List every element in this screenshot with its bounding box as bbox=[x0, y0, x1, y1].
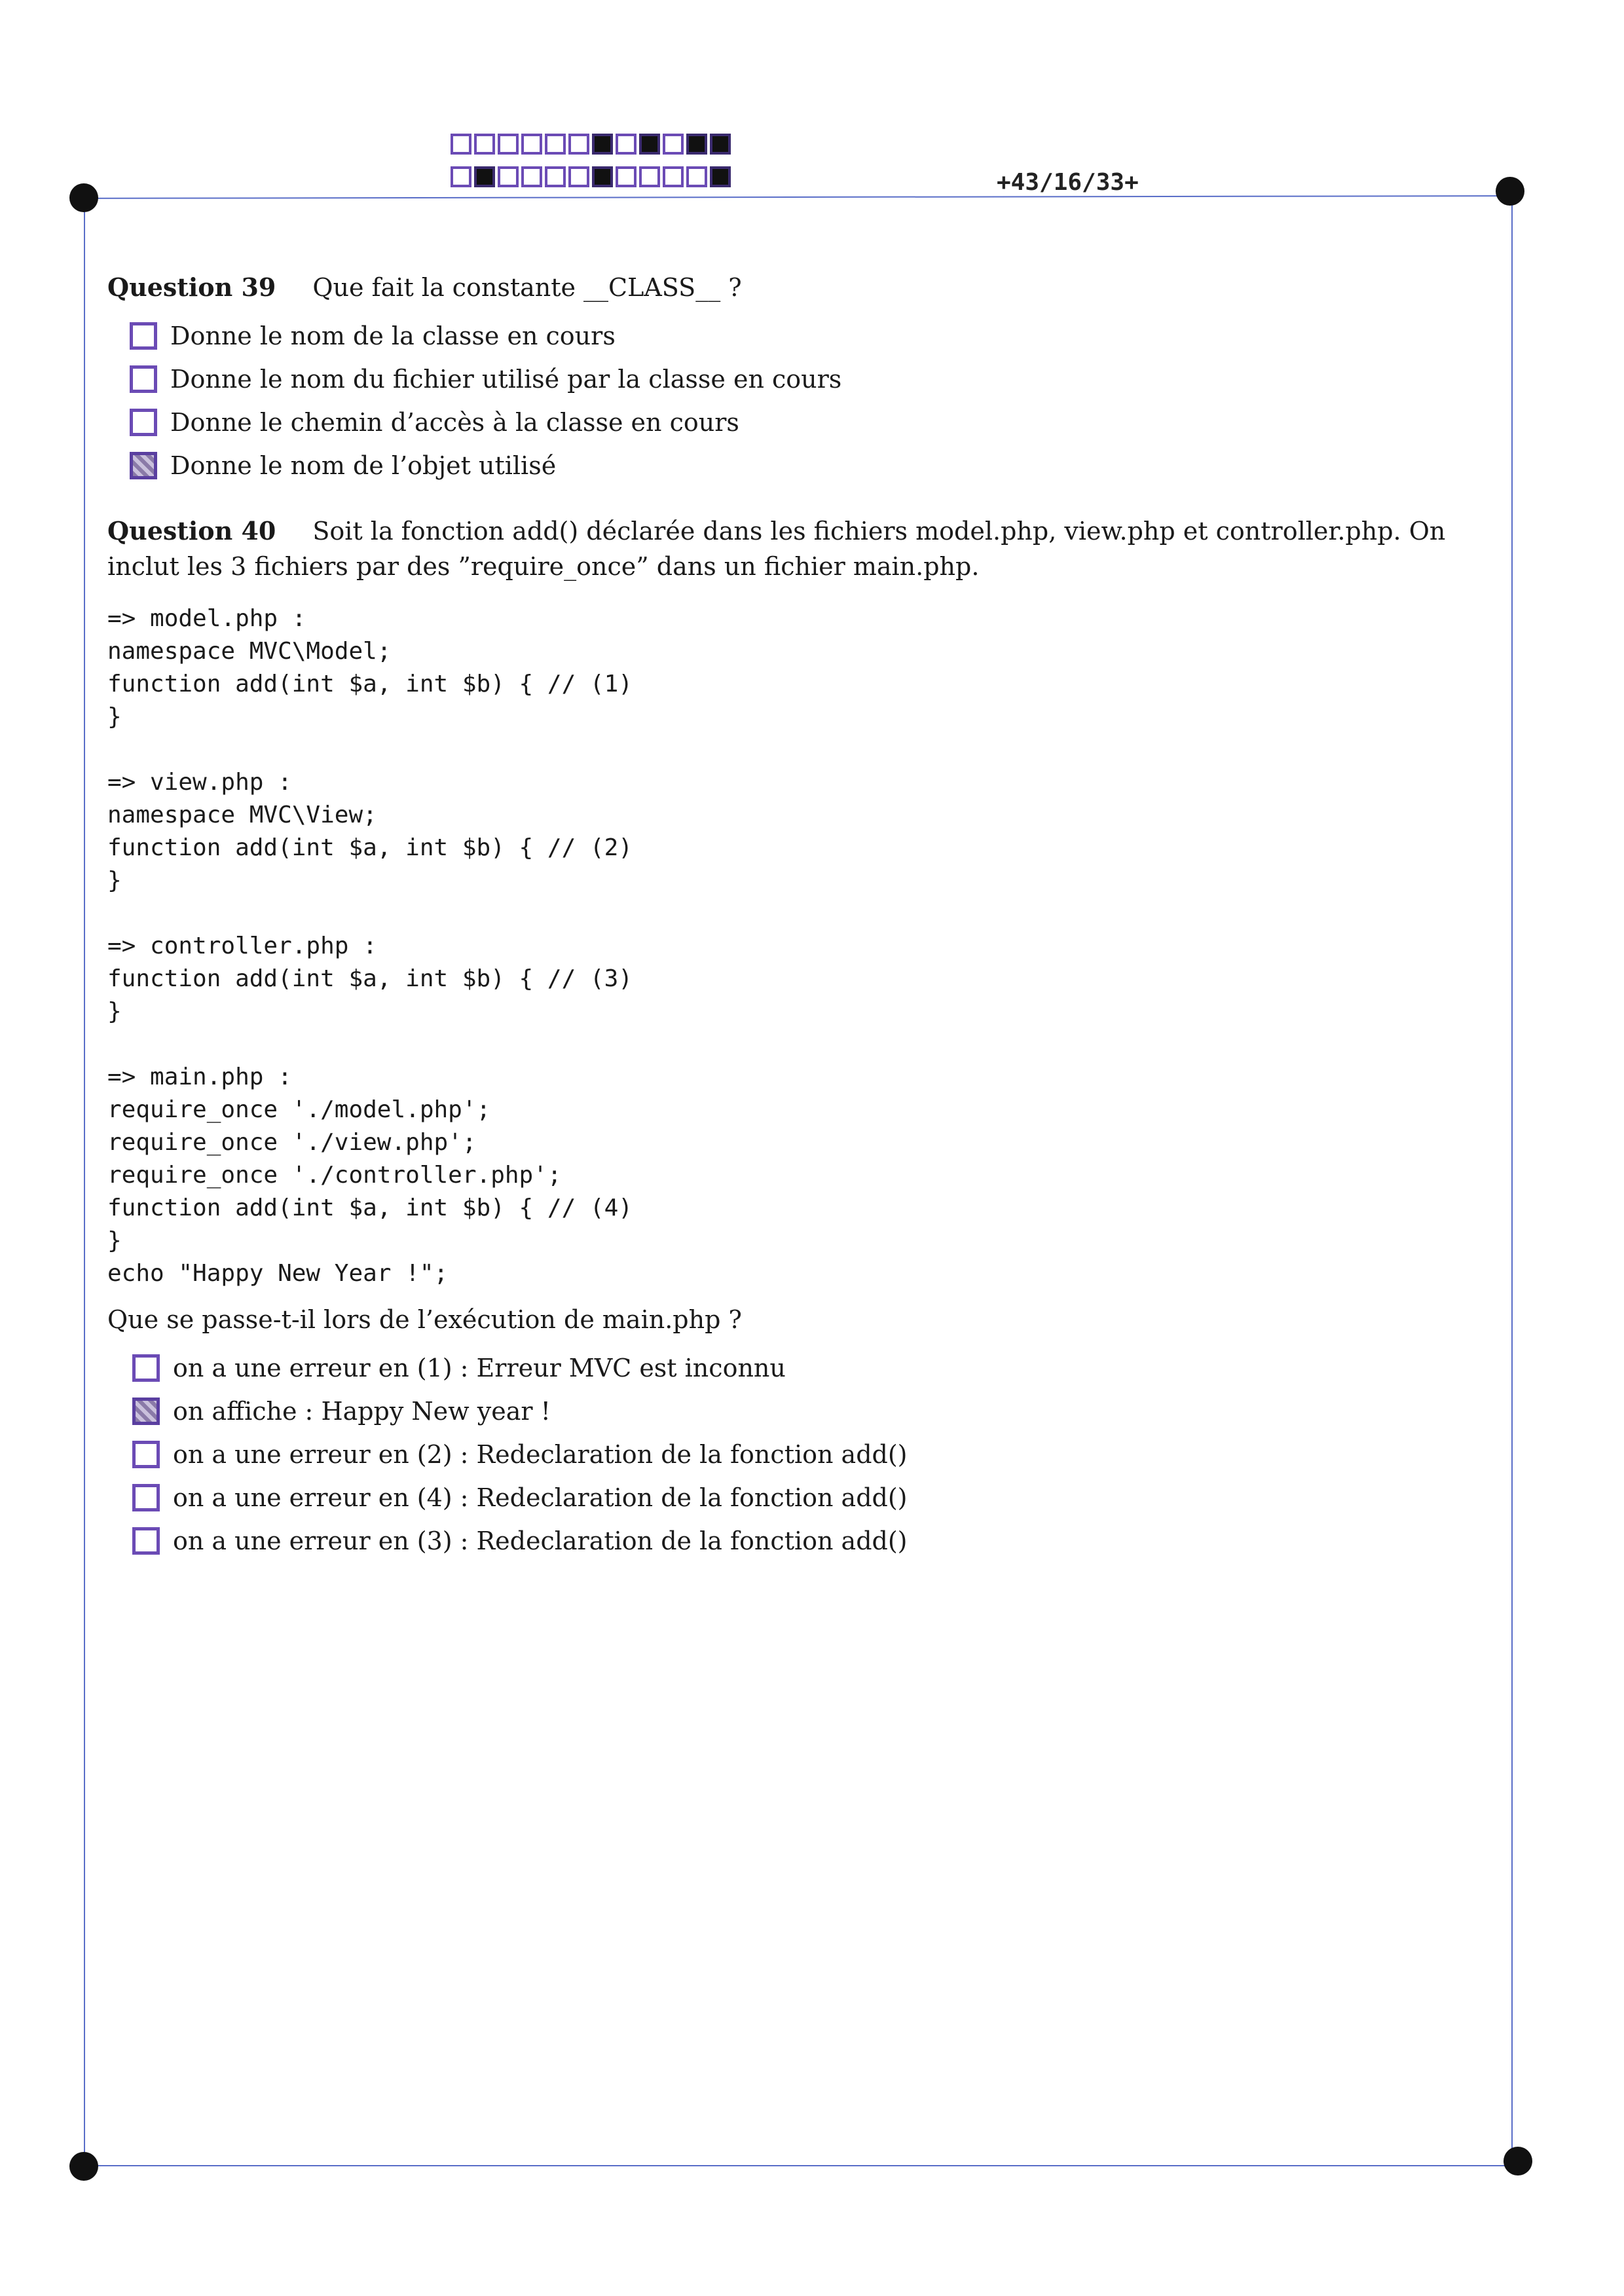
code-line: function add(int $a, int $b) { // (4) bbox=[107, 1194, 633, 1221]
code-listing bbox=[107, 602, 1496, 1290]
frame-bottom-line bbox=[84, 2165, 1518, 2166]
answer-label: Donne le chemin d’accès à la classe en cours bbox=[170, 408, 739, 437]
code-line: => model.php : bbox=[107, 605, 306, 632]
barcode-cell bbox=[592, 134, 613, 155]
barcode-cell bbox=[710, 166, 731, 187]
corner-mark-top-left bbox=[69, 183, 98, 212]
code-line: require_once './controller.php'; bbox=[107, 1162, 562, 1189]
code-line: } bbox=[107, 1227, 122, 1254]
barcode-row-1 bbox=[451, 134, 731, 155]
barcode-cell bbox=[616, 166, 637, 187]
code-line: => controller.php : bbox=[107, 933, 377, 959]
barcode-cell bbox=[686, 166, 707, 187]
code-line: function add(int $a, int $b) { // (3) bbox=[107, 965, 633, 992]
exam-content bbox=[107, 270, 1496, 1563]
barcode-cell bbox=[616, 134, 637, 155]
barcode-cell bbox=[545, 166, 566, 187]
answer-option[interactable] bbox=[130, 314, 1496, 358]
barcode-cell bbox=[710, 134, 731, 155]
code-line: } bbox=[107, 998, 122, 1025]
corner-mark-bottom-left bbox=[69, 2152, 98, 2181]
barcode-cell bbox=[568, 134, 589, 155]
code-line: namespace MVC\Model; bbox=[107, 638, 392, 665]
barcode-row-2 bbox=[451, 166, 731, 187]
barcode-cell bbox=[451, 166, 471, 187]
barcode-cell bbox=[474, 166, 495, 187]
code-line: function add(int $a, int $b) { // (2) bbox=[107, 834, 633, 861]
barcode-cell bbox=[545, 134, 566, 155]
answer-label: on a une erreur en (3) : Redeclaration de la fonction add() bbox=[173, 1527, 908, 1555]
barcode-cell bbox=[498, 134, 519, 155]
question-40-choices bbox=[132, 1346, 1496, 1563]
barcode-cell bbox=[686, 134, 707, 155]
barcode-cell bbox=[568, 166, 589, 187]
answer-checkbox[interactable] bbox=[132, 1484, 160, 1511]
barcode-cell bbox=[474, 134, 495, 155]
barcode-cell bbox=[639, 166, 660, 187]
question-text: Que fait la constante __CLASS__ ? bbox=[312, 273, 742, 302]
answer-checkbox[interactable] bbox=[130, 322, 157, 350]
answer-checkbox[interactable] bbox=[132, 1398, 160, 1425]
question-39 bbox=[107, 270, 1496, 487]
code-line: function add(int $a, int $b) { // (1) bbox=[107, 671, 633, 697]
answer-checkbox[interactable] bbox=[132, 1354, 160, 1382]
corner-mark-top-right bbox=[1496, 177, 1524, 206]
barcode-cell bbox=[521, 134, 542, 155]
frame-left-line bbox=[84, 196, 85, 2166]
code-line: } bbox=[107, 703, 122, 730]
question-text: Soit la fonction add() déclarée dans les fichiers model.php, view.php et controller.php. On inclut les 3 fichiers par des ”require_once” dans un fichier main.php. bbox=[107, 517, 1446, 581]
answer-label: Donne le nom de la classe en cours bbox=[170, 322, 616, 350]
answer-option[interactable] bbox=[130, 401, 1496, 444]
code-line bbox=[107, 733, 1496, 766]
answer-checkbox[interactable] bbox=[132, 1527, 160, 1555]
answer-option[interactable] bbox=[132, 1346, 1496, 1390]
code-line bbox=[107, 897, 1496, 930]
answer-option[interactable] bbox=[130, 358, 1496, 401]
barcode-cell bbox=[521, 166, 542, 187]
answer-checkbox[interactable] bbox=[130, 452, 157, 479]
answer-checkbox[interactable] bbox=[132, 1441, 160, 1468]
code-line: => view.php : bbox=[107, 769, 292, 796]
answer-checkbox[interactable] bbox=[130, 409, 157, 436]
frame-right-line bbox=[1511, 194, 1513, 2166]
answer-label: on a une erreur en (2) : Redeclaration de la fonction add() bbox=[173, 1440, 908, 1469]
frame-top-line bbox=[84, 195, 1511, 199]
code-line: namespace MVC\View; bbox=[107, 802, 377, 828]
answer-option[interactable] bbox=[132, 1433, 1496, 1476]
answer-option[interactable] bbox=[130, 444, 1496, 487]
barcode-cell bbox=[663, 134, 684, 155]
question-label: Question 40 bbox=[107, 516, 276, 546]
question-40-prompt: Que se passe-t-il lors de l’exécution de main.php ? bbox=[107, 1305, 742, 1334]
answer-checkbox[interactable] bbox=[130, 365, 157, 393]
code-line: require_once './view.php'; bbox=[107, 1129, 477, 1156]
answer-option[interactable] bbox=[132, 1390, 1496, 1433]
barcode-cell bbox=[663, 166, 684, 187]
answer-label: Donne le nom du fichier utilisé par la classe en cours bbox=[170, 365, 842, 394]
question-40 bbox=[107, 513, 1496, 1563]
answer-option[interactable] bbox=[132, 1476, 1496, 1519]
answer-label: on a une erreur en (1) : Erreur MVC est inconnu bbox=[173, 1354, 786, 1382]
code-line: echo "Happy New Year !"; bbox=[107, 1260, 449, 1287]
question-label: Question 39 bbox=[107, 272, 276, 302]
corner-mark-bottom-right bbox=[1504, 2147, 1532, 2176]
answer-label: Donne le nom de l’objet utilisé bbox=[170, 451, 557, 480]
barcode-cell bbox=[639, 134, 660, 155]
question-39-header bbox=[107, 270, 1496, 305]
question-39-choices bbox=[130, 314, 1496, 487]
barcode-cell bbox=[592, 166, 613, 187]
code-line bbox=[107, 1028, 1496, 1061]
page-identifier: +43/16/33+ bbox=[997, 169, 1139, 196]
answer-label: on affiche : Happy New year ! bbox=[173, 1397, 551, 1426]
code-line: => main.php : bbox=[107, 1064, 292, 1090]
code-line: } bbox=[107, 867, 122, 894]
barcode-cell bbox=[498, 166, 519, 187]
question-40-header bbox=[107, 513, 1496, 584]
code-line: require_once './model.php'; bbox=[107, 1096, 491, 1123]
answer-label: on a une erreur en (4) : Redeclaration de la fonction add() bbox=[173, 1483, 908, 1512]
answer-option[interactable] bbox=[132, 1519, 1496, 1563]
barcode-cell bbox=[451, 134, 471, 155]
